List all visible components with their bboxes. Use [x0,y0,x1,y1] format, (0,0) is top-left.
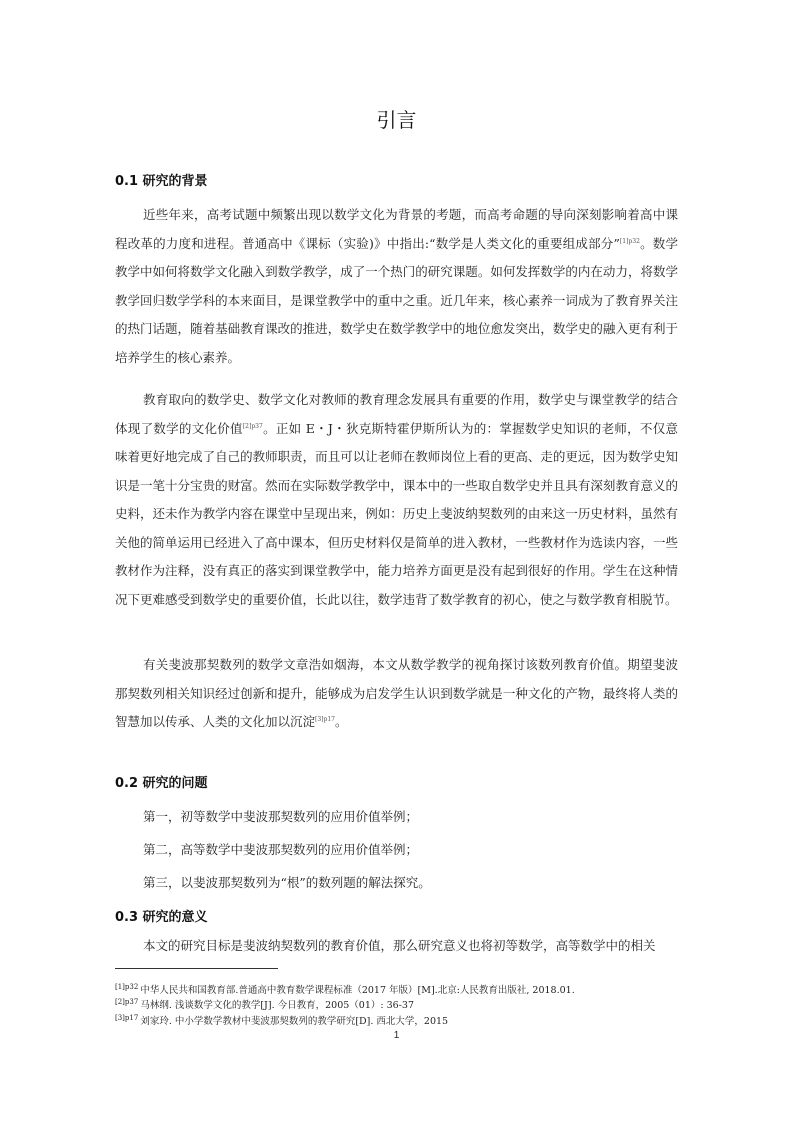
footnote-mark: [1]p32 [115,982,139,991]
section-heading-significance: 0.3 研究的意义 [115,910,208,925]
footnote [115,1013,448,1027]
paragraph-text: 有关斐波那契数列的数学文章浩如烟海，本文从数学教学的视角探讨该数列教育价值。期望斐波那契数列相关知识经过创新和提升，能够成为启发学生认识到数学就是一种文化的产物，最终将人类的智慧加以传承、人类的文化加以沉淀 [115,657,678,729]
question-item: 第一，初等数学中斐波那契数列的应用价值举例； [143,809,419,824]
footnote-mark: [3]p17 [115,1013,139,1022]
footnote [115,997,414,1011]
citation-ref: [3]p17 [315,715,335,723]
question-item: 第三，以斐波那契数列为“根”的数列题的解法探究。 [143,875,431,890]
footnote-text: 马林纲. 浅谈数学文化的教学[J]. 今日教育，2005（01）: 36-37 [140,1000,414,1011]
page-title: 引言 [376,108,417,132]
footnote-text: 中华人民共和国教育部.普通高中教育数学课程标准（2017 年版）[M].北京:人民教育出版社, 2018.01. [140,985,575,996]
footnote [115,982,575,996]
paragraph-text: 教育取向的数学史、数学文化对教师的教育理念发展具有重要的作用，数学史与课堂教学的结合体现了数学的文化价值 [115,392,678,436]
background-paragraph-3 [115,651,678,737]
footnote-mark: [2]p37 [115,997,139,1006]
footnote-divider [115,968,278,969]
paragraph-text: 近些年来，高考试题中频繁出现以数学文化为背景的考题，而高考命题的导向深刻影响着高中课程改革的力度和进程。普通高中《课标（实验)》中指出:“数学是人类文化的重要组成部分” [115,207,678,251]
paragraph-text: 。 [335,714,348,729]
background-paragraph-1 [115,201,678,372]
page-number: 1 [393,1030,400,1041]
paragraph-text: 。正如 E・J・狄克斯特霍伊斯所认为的：掌握数学史知识的老师，不仅意味着更好地完成了自己的教师职责，而且可以让老师在教师岗位上看的更高、走的更远，因为数学史知识是一笔十分宝贵的财富。然而在实际数学教学中，课本中的一些取自数学史并且具有深刻教育意义的史料，还未作为教学内容在课堂中呈现出来，例如：历史上斐波纳契数列的由来这一历史材料，虽然有关他的简单运用已经进入了高中课本，但历史材料仅是简单的进入教材，一些教材作为选读内容，一些教材作为注释，没有真正的落实到课堂教学中，能力培养方面更是没有起到很好的作用。学生在这种情况下更难感受到数学史的重要价值，长此以往，数学违背了数学教育的初心，使之与数学教育相脱节。 [115,420,678,607]
citation-ref: [1]p32 [619,237,640,245]
section-heading-questions: 0.2 研究的问题 [115,776,208,791]
question-item: 第二，高等数学中斐波那契数列的应用价值举例； [143,842,419,857]
background-paragraph-2 [115,386,678,614]
footnote-text: 刘家玲. 中小学数学教材中斐波那契数列的教学研究[D]. 西北大学，2015 [140,1016,449,1027]
section-heading-background: 0.1 研究的背景 [115,174,208,189]
paragraph-text: 。数学教学中如何将数学文化融入到数学教学，成了一个热门的研究课题。如何发挥数学的内在动力，将数学教学回归数学学科的本来面目，是课堂教学中的重中之重。近几年来，核心素养一词成为了教育界关注的热门话题，随着基础教育课改的推进，数学史在数学教学中的地位愈发突出，数学史的融入更有利于培养学生的核心素养。 [115,235,678,365]
significance-paragraph: 本文的研究目标是斐波纳契数列的教育价值，那么研究意义也将初等数学，高等数学中的相关 [143,938,656,953]
citation-ref: [2]p37 [242,422,263,430]
